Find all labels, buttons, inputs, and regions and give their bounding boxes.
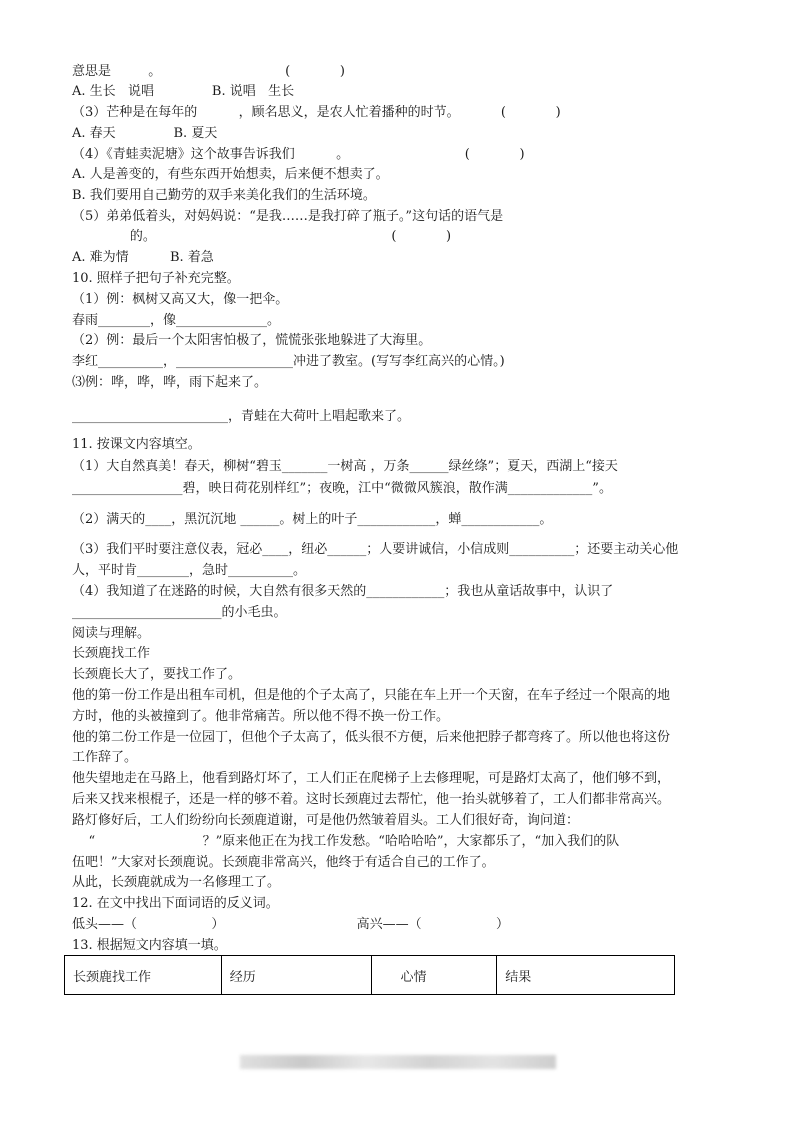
table-cell: 长颈鹿找工作 [65,956,222,995]
story-line: 长颈鹿长大了，要找工作了。 [72,667,242,682]
story-line: 方时，他的头被撞到了。他非常痛苦。所以他不得不换一份工作。 [72,709,450,724]
text-line: ________________________，青蛙在大荷叶上唱起歌来了。 [72,409,411,424]
text-line: （4）《青蛙卖泥塘》这个故事告诉我们 。 ( ) [72,147,525,162]
text-line: ⑶例：哗，哗，哗，雨下起来了。 [72,375,268,390]
text-line: _________________碧，映日荷花别样红”；夜晚，江中“微微风簇浪，散作满_____________”。 [72,481,612,496]
text-line: （2）满天的____，黑沉沉地 ______。树上的叶子____________，蝉____________。 [72,512,553,527]
story-line: 后来又找来根棍子，还是一样的够不着。这时长颈鹿过去帮忙，他一抬头就够着了，工人们都非常高兴。 [72,792,671,807]
story-line: “ ？”原来他正在为找工作发愁。“哈哈哈哈”，大家都乐了，“加入我们的队 [72,834,620,849]
text-line: A. 春天 B. 夏天 [72,126,218,141]
story-line: 伍吧！”大家对长颈鹿说。长颈鹿非常高兴，他终于有适合自己的工作了。 [72,855,495,870]
story-title: 长颈鹿找工作 [72,646,151,661]
text-line: A. 生长 说唱 B. 说唱 生长 [72,84,295,99]
text-line: 春雨________，像______________。 [72,313,281,328]
text-line: （4）我知道了在迷路的时候，大自然有很多天然的____________；我也从童话故事中，认识了 [72,584,614,599]
fill-in-table [64,955,675,995]
question-11-heading: 11. 按课文内容填空。 [72,437,201,452]
question-10-heading: 10. 照样子把句子补充完整。 [72,271,240,286]
text-line: （3）芒种是在每年的 ，顾名思义，是农人忙着播种的时节。 ( ) [72,105,561,120]
text-line: A. 人是善变的，有些东西开始想卖，后来便不想卖了。 [72,167,389,182]
text-line: （1）大自然真美！春天，柳树“碧玉_______一树高 ，万条______绿丝绦”；夏天，西湖上“接天 [72,459,618,474]
story-line: 他的第一份工作是出租车司机，但是他的个子太高了，只能在车上开一个天窗，在车子经过一个限高的地 [72,688,671,703]
text-line: A. 难为情 B. 着急 [72,250,214,265]
story-line: 他的第二份工作是一位园丁，但他个子太高了，低头很不方便，后来他把脖子都弯疼了。所以他也将这份 [72,730,671,745]
blurred-footer-watermark [240,1055,556,1069]
text-line: B. 我们要用自己勤劳的双手来美化我们的生活环境。 [72,188,376,203]
table-cell: 结果 [497,956,675,995]
story-line: 从此，长颈鹿就成为一名修理工了。 [72,875,281,890]
table-cell: 心情 [372,956,497,995]
text-line: 意思是 。 ( ) [72,64,345,79]
antonym-line: 低头——（ ） 高兴——（ ） [72,917,509,932]
text-line: 李红__________，__________________冲进了教室。(写写李红高兴的心情。) [72,354,505,369]
table-cell: 经历 [221,956,372,995]
text-line: _______________________的小毛虫。 [72,605,287,620]
text-line: 人，平时肯________，急时__________。 [72,563,307,578]
story-line: 工作辞了。 [72,750,138,765]
question-12-heading: 12. 在文中找出下面词语的反义词。 [72,896,279,911]
reading-heading: 阅读与理解。 [72,626,151,641]
table-row [65,956,675,995]
text-line: （5）弟弟低着头，对妈妈说：“是我……是我打碎了瓶子。”这句话的语气是 [72,209,504,224]
text-line: （3）我们平时要注意仪表，冠必____，纽必______；人要讲诚信，小信成则__________；还要主动关心他 [72,542,679,557]
text-line: 的。 ( ) [72,229,452,244]
text-line: （1）例：枫树又高又大，像一把伞。 [72,292,289,307]
story-line: 他失望地走在马路上，他看到路灯坏了，工人们正在爬梯子上去修理呢，可是路灯太高了，他们够不到， [72,771,671,786]
story-line: 路灯修好后，工人们纷纷向长颈鹿道谢，可是他仍然皱着眉头。工人们很好奇，询问道： [72,813,580,828]
text-line: （2）例：最后一个太阳害怕极了，慌慌张张地躲进了大海里。 [72,333,432,348]
question-13-heading: 13. 根据短文内容填一填。 [72,938,227,953]
